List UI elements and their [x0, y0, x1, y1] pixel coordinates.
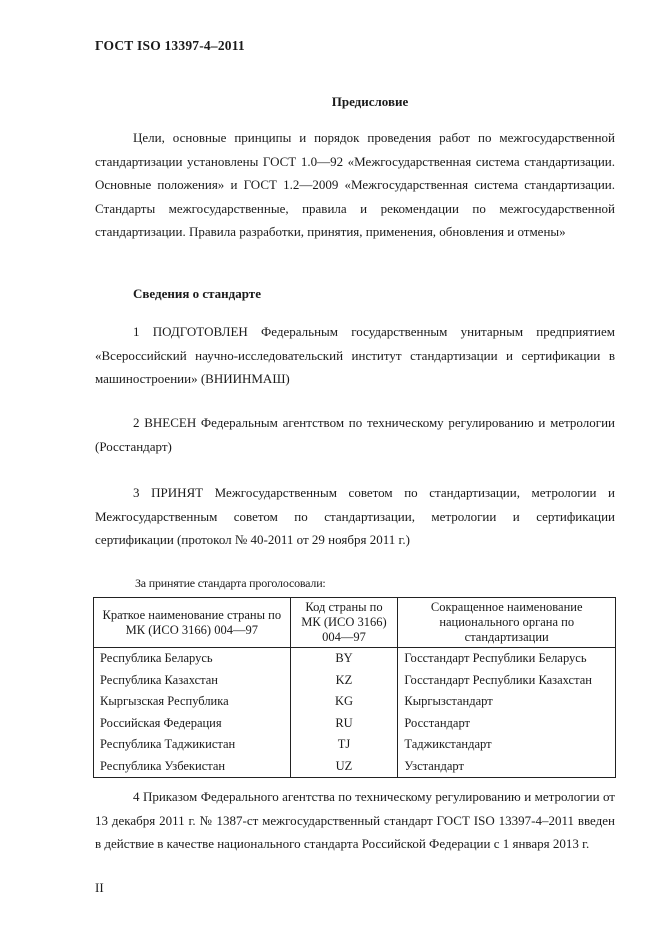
- voting-table: [93, 597, 616, 778]
- table-header-row: [94, 598, 616, 648]
- national-body: Узстандарт: [398, 756, 616, 778]
- table-row: [94, 734, 616, 756]
- item-prepared: 1 ПОДГОТОВЛЕН Федеральным государственным унитарным предприятием «Всероссийский научно-исследовательский институт стандартизации и сертификации в машиностроении» (ВНИИНМАШ): [95, 324, 615, 386]
- header-country-name: Краткое наименование страны по МК (ИСО 3166) 004—97: [94, 598, 291, 648]
- national-body: Кыргызстандарт: [398, 691, 616, 713]
- document-header: ГОСТ ISO 13397-4–2011: [95, 38, 245, 53]
- country-code: KG: [290, 691, 398, 713]
- country-name: Республика Узбекистан: [94, 756, 291, 778]
- country-code: UZ: [290, 756, 398, 778]
- table-row: [94, 691, 616, 713]
- country-code: TJ: [290, 734, 398, 756]
- intro-paragraph: Цели, основные принципы и порядок проведения работ по межгосударственной стандартизации установлены ГОСТ 1.0—92 «Межгосударственная система стандартизации. Основные положения» и ГОСТ 1.2—2009 «Межгосударственная система стандартизации. Стандарты межгосударственные, правила и рекомендации по межгосударственной стандартизации. Правила разработки, принятия, применения, обновления и отмены»: [95, 130, 615, 239]
- table-row: [94, 670, 616, 692]
- country-name: Кыргызская Республика: [94, 691, 291, 713]
- table-caption: За принятие стандарта проголосовали:: [135, 576, 326, 590]
- table-row: [94, 756, 616, 778]
- country-code: RU: [290, 713, 398, 735]
- header-country-code: Код страны по МК (ИСО 3166) 004—97: [290, 598, 398, 648]
- section-title-wrapper: [0, 94, 661, 110]
- national-body: Росстандарт: [398, 713, 616, 735]
- section-title: Предисловие: [331, 94, 409, 109]
- country-code: KZ: [290, 670, 398, 692]
- national-body: Госстандарт Республики Беларусь: [398, 648, 616, 670]
- page-number: II: [95, 880, 104, 895]
- header-national-body: Сокращенное наименование национального органа по стандартизации: [398, 598, 616, 648]
- country-name: Республика Таджикистан: [94, 734, 291, 756]
- national-body: Госстандарт Республики Казахстан: [398, 670, 616, 692]
- table-row: [94, 648, 616, 670]
- country-name: Республика Казахстан: [94, 670, 291, 692]
- item-adopted: 3 ПРИНЯТ Межгосударственным советом по стандартизации, метрологии и Межгосударственным советом по стандартизации, метрологии и сертификации сертификации (протокол № 40-2011 от 29 ноября 2011 г.): [95, 485, 615, 547]
- item-submitted: 2 ВНЕСЕН Федеральным агентством по техническому регулированию и метрологии (Росстандарт): [95, 415, 615, 454]
- country-name: Российская Федерация: [94, 713, 291, 735]
- national-body: Таджикстандарт: [398, 734, 616, 756]
- standard-info-heading: Сведения о стандарте: [133, 286, 261, 301]
- country-name: Республика Беларусь: [94, 648, 291, 670]
- item-enacted: 4 Приказом Федерального агентства по техническому регулированию и метрологии от 13 декабря 2011 г. № 1387-ст межгосударственный стандарт ГОСТ ISO 13397-4–2011 введен в действие в качестве национального стандарта Российской Федерации с 1 января 2013 г.: [95, 789, 615, 851]
- table-row: [94, 713, 616, 735]
- country-code: BY: [290, 648, 398, 670]
